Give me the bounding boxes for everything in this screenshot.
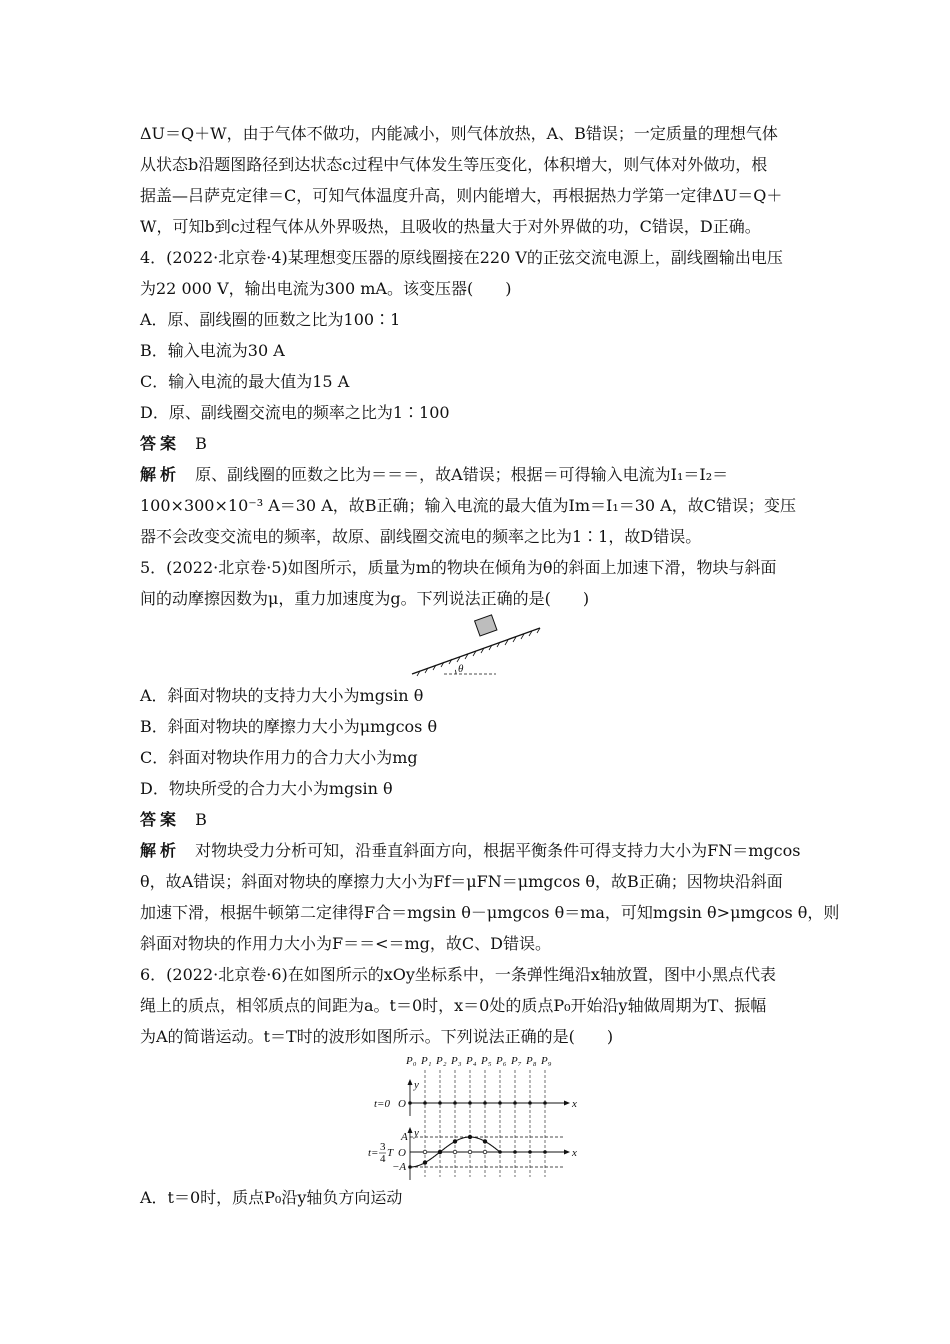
q4-analysis: 100×300×10⁻³ A＝30 A，故B正确；输入电流的最大值为Im＝I₁＝30 A，故C错误；变压 [140, 496, 796, 515]
text-line: W，可知b到c过程气体从外界吸热，且吸收的热量大于对外界做的功，C错误，D正确。 [140, 217, 761, 236]
q4-answer [140, 428, 812, 459]
row2-point [438, 1150, 442, 1154]
row1-origin: O [398, 1098, 406, 1110]
wave-points [408, 1101, 547, 1169]
q6-stem: 为A的简谐运动。t＝T时的波形如图所示。下列说法正确的是( ) [140, 1027, 614, 1046]
row1-y-label: y [414, 1079, 419, 1091]
q5-option-b: B．斜面对物块的摩擦力大小为μmgcos θ [140, 717, 438, 736]
row2-y-arrow [408, 1127, 413, 1133]
q5-analysis: 加速下滑，根据牛顿第二定律得F合＝mgsin θ－μmgcos θ＝ma，可知mgsin θ>μmgcos θ，则 [140, 903, 840, 922]
q6-option-a: A．t＝0时，质点P₀沿y轴负方向运动 [140, 1188, 403, 1207]
q5-stem: 间的动摩擦因数为μ，重力加速度为g。下列说法正确的是( ) [140, 589, 590, 608]
answer-value: B [195, 434, 207, 453]
amp-neg-label: −A [392, 1161, 407, 1173]
row2-time-suffix: T [387, 1147, 394, 1159]
row1-point [468, 1101, 472, 1105]
row2-equilibrium-point [423, 1150, 427, 1154]
point-label: P₈ [526, 1055, 537, 1067]
answer-label: 答案 [140, 810, 181, 829]
row2-equilibrium-point [453, 1150, 457, 1154]
q5-stem: 5．(2022·北京卷·5)如图所示，质量为m的物块在倾角为θ的斜面上加速下滑，物块与斜面 [140, 558, 777, 577]
row2-point [528, 1150, 532, 1154]
row1-time-label: t=0 [374, 1098, 390, 1110]
text-line: 据盖—吕萨克定律＝C，可知气体温度升高，则内能增大，再根据热力学第一定律ΔU＝Q＋ [140, 186, 783, 205]
row1-point [543, 1101, 547, 1105]
analysis-label: 解析 [140, 841, 181, 860]
row1-point [453, 1101, 457, 1105]
q5-option-c: C．斜面对物块作用力的合力大小为mg [140, 748, 418, 767]
row1-point [498, 1101, 502, 1105]
q4-option-d: D．原、副线圈交流电的频率之比为1∶100 [140, 403, 450, 422]
row2-point [468, 1135, 472, 1139]
row2-point [498, 1150, 502, 1154]
row2-point [423, 1161, 427, 1165]
row2-equilibrium-point [483, 1150, 487, 1154]
q5-analysis: θ，故A错误；斜面对物块的摩擦力大小为Ff＝μFN＝μmgcos θ，故B正确；因物块沿斜面 [140, 872, 783, 891]
row1-point [483, 1101, 487, 1105]
q5-option-a: A．斜面对物块的支持力大小为mgsin θ [140, 686, 424, 705]
row2-point [543, 1150, 547, 1154]
text-line: ΔU＝Q＋W，由于气体不做功，内能减小，则气体放热，A、B错误；一定质量的理想气体 [140, 124, 778, 143]
wave-grid [405, 1055, 552, 1177]
wave-diagram [366, 1052, 586, 1182]
row2-x-label: x [572, 1147, 577, 1159]
q4-stem: 为22 000 V，输出电流为300 mA。该变压器( ) [140, 279, 512, 298]
row1-point [423, 1101, 427, 1105]
q5-analysis [140, 835, 812, 866]
row2-point [408, 1165, 412, 1169]
q5-answer [140, 804, 812, 835]
row1-point [513, 1101, 517, 1105]
amp-pos-label: A [401, 1131, 408, 1143]
q4-analysis: 器不会改变交流电的频率，故原、副线圈交流电的频率之比为1∶1，故D错误。 [140, 527, 702, 546]
q4-analysis [140, 459, 812, 490]
row2-origin: O [398, 1147, 406, 1159]
angle-label: θ [458, 663, 464, 675]
angle-arc [455, 670, 456, 674]
row2-point [483, 1140, 487, 1144]
q6-stem: 6．(2022·北京卷·6)在如图所示的xOy坐标系中，一条弹性绳沿x轴放置，图中小黑点代表 [140, 965, 776, 984]
point-label: P₂ [436, 1055, 447, 1067]
q5-option-d: D．物块所受的合力大小为mgsin θ [140, 779, 393, 798]
point-label: P₁ [421, 1055, 432, 1067]
row1-x-label: x [572, 1098, 577, 1110]
incline-figure [140, 614, 812, 680]
q5-analysis: 斜面对物块的作用力大小为F＝＝<＝mg，故C、D错误。 [140, 934, 551, 953]
point-label: P₀ [406, 1055, 417, 1067]
row2-time-den: 4 [380, 1153, 386, 1165]
row2-point [453, 1140, 457, 1144]
point-label: P₄ [466, 1055, 477, 1067]
point-label: P₆ [496, 1055, 507, 1067]
block-shape [475, 615, 497, 636]
row2-time-num: 3 [380, 1141, 386, 1153]
row1-y-arrow [408, 1079, 413, 1085]
incline-diagram [406, 614, 546, 680]
point-label: P₉ [541, 1055, 552, 1067]
point-label: P₅ [481, 1055, 492, 1067]
row1-point [528, 1101, 532, 1105]
text-line: 从状态b沿题图路径到达状态c过程中气体发生等压变化，体积增大，则气体对外做功，根 [140, 155, 768, 174]
row2-y-label: y [414, 1127, 419, 1139]
q4-option-c: C．输入电流的最大值为15 A [140, 372, 350, 391]
q6-stem: 绳上的质点，相邻质点的间距为a。t＝0时，x＝0处的质点P₀开始沿y轴做周期为T、振幅 [140, 996, 767, 1015]
answer-label: 答案 [140, 434, 181, 453]
analysis-text: 对物块受力分析可知，沿垂直斜面方向，根据平衡条件可得支持力大小为FN＝mgcos [195, 841, 801, 860]
row2-time-prefix: t= [368, 1147, 379, 1159]
row1-point [408, 1101, 412, 1105]
row1-point [438, 1101, 442, 1105]
answer-value: B [195, 810, 207, 829]
wave-figure [140, 1052, 812, 1182]
q4-option-b: B．输入电流为30 A [140, 341, 285, 360]
analysis-text: 原、副线圈的匝数之比为＝＝＝，故A错误；根据＝可得输入电流为I₁＝I₂＝ [195, 465, 729, 484]
row2-equilibrium-point [468, 1150, 472, 1154]
page-content [140, 118, 840, 1213]
analysis-label: 解析 [140, 465, 181, 484]
q4-option-a: A．原、副线圈的匝数之比为100∶1 [140, 310, 401, 329]
row2-x-arrow [564, 1150, 570, 1155]
point-label: P₇ [511, 1055, 522, 1067]
row2-point [513, 1150, 517, 1154]
row1-x-arrow [564, 1101, 570, 1106]
q4-stem: 4．(2022·北京卷·4)某理想变压器的原线圈接在220 V的正弦交流电源上，副线圈输出电压 [140, 248, 783, 267]
point-label: P₃ [451, 1055, 462, 1067]
